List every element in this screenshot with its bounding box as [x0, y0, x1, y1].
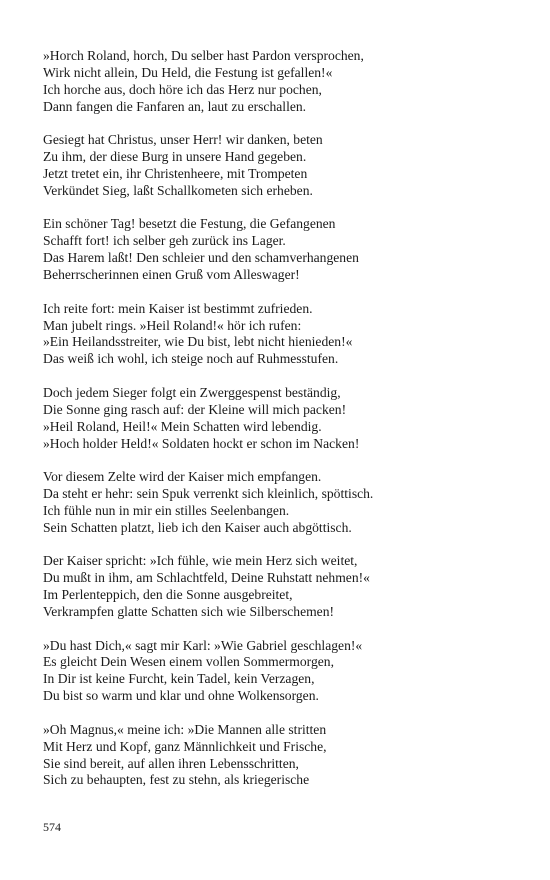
poem-line: Ich fühle nun in mir ein stilles Seelenbangen. — [43, 502, 290, 518]
stanza-3 — [43, 216, 523, 284]
poem-line: Man jubelt rings. »Heil Roland!« hör ich rufen: — [43, 317, 302, 333]
stanza-6 — [43, 469, 523, 537]
poem-line: In Dir ist keine Furcht, kein Tadel, kein Verzagen, — [43, 671, 315, 687]
poem-line: Jetzt tretet ein, ihr Christenheere, mit Trompeten — [43, 166, 308, 182]
poem-line: Es gleicht Dein Wesen einem vollen Sommermorgen, — [43, 654, 334, 670]
stanza-7 — [43, 553, 523, 621]
poem-line: »Du hast Dich,« sagt mir Karl: »Wie Gabriel geschlagen!« — [43, 637, 363, 653]
poem-line: Ich horche aus, doch höre ich das Herz nur pochen, — [43, 81, 322, 97]
poem-line: Du bist so warm und klar und ohne Wolkensorgen. — [43, 688, 319, 704]
stanza-1 — [43, 48, 523, 116]
poem-line: Dann fangen die Fanfaren an, laut zu erschallen. — [43, 98, 307, 114]
poem-line: Mit Herz und Kopf, ganz Männlichkeit und Frische, — [43, 738, 327, 754]
poem-line: Vor diesem Zelte wird der Kaiser mich empfangen. — [43, 469, 322, 485]
stanza-5 — [43, 385, 523, 453]
poem-line: Beherrscherinnen einen Gruß vom Alleswager! — [43, 267, 300, 283]
poem-line: Sie sind bereit, auf allen ihren Lebensschritten, — [43, 755, 299, 771]
poem-line: Das Harem laßt! Den schleier und den schamverhangenen — [43, 250, 359, 266]
stanza-9 — [43, 722, 523, 790]
poem-line: »Oh Magnus,« meine ich: »Die Mannen alle stritten — [43, 721, 327, 737]
poem-line: »Hoch holder Held!« Soldaten hockt er schon im Nacken! — [43, 435, 360, 451]
poem-line: Die Sonne ging rasch auf: der Kleine will mich packen! — [43, 401, 347, 417]
stanza-8 — [43, 638, 523, 706]
poem-line: »Horch Roland, horch, Du selber hast Pardon versprochen, — [43, 48, 364, 63]
poem-line: Da steht er hehr: sein Spuk verrenkt sich kleinlich, spöttisch. — [43, 486, 374, 501]
poem-line: Ein schöner Tag! besetzt die Festung, die Gefangenen — [43, 216, 336, 232]
poem-line: Der Kaiser spricht: »Ich fühle, wie mein Herz sich weitet, — [43, 553, 358, 569]
poem-line: »Heil Roland, Heil!« Mein Schatten wird lebendig. — [43, 418, 322, 434]
stanza-2 — [43, 132, 523, 200]
poem-line: Verkrampfen glatte Schatten sich wie Silberschemen! — [43, 604, 335, 620]
poem-line: »Ein Heilandsstreiter, wie Du bist, lebt nicht hienieden!« — [43, 334, 353, 350]
poem-line: Gesiegt hat Christus, unser Herr! wir danken, beten — [43, 132, 323, 148]
poem-line: Verkündet Sieg, laßt Schallkometen sich erheben. — [43, 182, 313, 198]
poem-line: Das weiß ich wohl, ich steige noch auf Ruhmesstufen. — [43, 351, 339, 367]
poem-line: Wirk nicht allein, Du Held, die Festung ist gefallen!« — [43, 64, 333, 80]
poem-line: Ich reite fort: mein Kaiser ist bestimmt zufrieden. — [43, 300, 313, 316]
poem-line: Du mußt in ihm, am Schlachtfeld, Deine Ruhstatt nehmen!« — [43, 570, 370, 586]
poem-line: Sein Schatten platzt, lieb ich den Kaiser auch abgöttisch. — [43, 519, 352, 535]
poem-line: Schafft fort! ich selber geh zurück ins Lager. — [43, 233, 286, 249]
poem-body — [43, 48, 523, 806]
page-number: 574 — [43, 820, 61, 834]
poem-line: Im Perlenteppich, den die Sonne ausgebreitet, — [43, 587, 293, 603]
poem-line: Doch jedem Sieger folgt ein Zwerggespenst beständig, — [43, 384, 341, 400]
poem-line: Zu ihm, der diese Burg in unsere Hand gegeben. — [43, 149, 307, 165]
poem-line: Sich zu behaupten, fest zu stehn, als kriegerische — [43, 772, 310, 788]
stanza-4 — [43, 301, 523, 369]
